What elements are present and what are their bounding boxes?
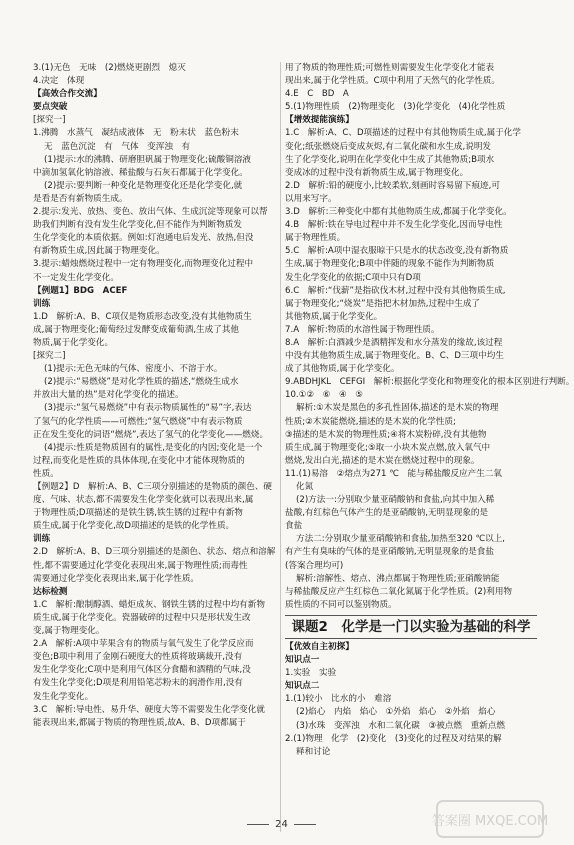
left-column-line: 过程,而变化是性质的具体体现,在变化中才能体现物质的 bbox=[33, 455, 245, 466]
left-column-line: (2)提示:要判断一种变化是物理变化还是化学变化,就 bbox=[44, 180, 243, 191]
left-column-line: 生化学变化的本质依据。例如:灯泡通电后发光、放热,但没 bbox=[33, 233, 254, 244]
left-column bbox=[33, 62, 276, 832]
right-column-line: 质性质的不同可以鉴别物质。 bbox=[285, 599, 397, 610]
left-column-line: 3.(1)无色 无味 (2)燃烧更剧烈 熄灭 bbox=[33, 63, 186, 73]
left-column-line: (1)提示:水的沸腾、研磨胆矾属于物理变化;硫酸铜溶液 bbox=[44, 154, 252, 165]
right-column-tail-line: (2)焰心 内焰 焰心 ①外焰 焰心 ②外焰 焰心 bbox=[296, 707, 496, 718]
left-column-line: 1.D 解析:A、B、C项仅是物质形态改变,没有其他物质生 bbox=[33, 311, 252, 322]
right-column-line: 盐酸,有红棕色气体产生的是亚硝酸钠,无明显现象的是 bbox=[285, 508, 489, 519]
left-column-line: 能表现出来,都属于物质的物理性质,故A、B、D项都属于 bbox=[33, 717, 246, 728]
left-column-line: 达标检测 bbox=[33, 586, 68, 597]
left-column-line: 质生成,属于化学变化。瓷器破碎的过程中只是形状发生改 bbox=[33, 612, 251, 623]
left-column-line: 训练 bbox=[33, 298, 51, 309]
left-column-line: 2.D 解析:A、B、D三项分别描述的是颜色、状态、熔点和溶解 bbox=[33, 547, 276, 558]
left-column-line: 要点突破 bbox=[33, 102, 68, 113]
right-column-tail-line: 知识点一 bbox=[285, 655, 320, 666]
left-column-line: 有新物质生成,因此属于物理变化。 bbox=[33, 246, 165, 257]
right-column-tail-line: 1.(1)较小 比水的小 难溶 bbox=[285, 694, 392, 705]
right-column-line: 属于物理性质。 bbox=[285, 233, 346, 244]
left-column-line: 是看是否有新物质生成。 bbox=[33, 193, 128, 204]
left-column-line: 发生化学变化。 bbox=[33, 691, 94, 702]
left-column-line: 了氢气的化学性质——可燃性;“氢气燃烧”中有表示物质 bbox=[33, 416, 243, 427]
left-column-line: 2.A 解析:A项中苹果含有的物质与氧气发生了化学反应而 bbox=[33, 639, 254, 650]
right-column-line: 化氮 bbox=[296, 482, 314, 492]
page-number-text: 24 bbox=[275, 819, 288, 830]
left-column-line: 无 蓝色沉淀 有 气体 变浑浊 有 bbox=[44, 141, 191, 152]
left-column-line: 中滴加氢氧化钠溶液、稀盐酸与石灰石都属于化学变化。 bbox=[33, 167, 248, 178]
right-column-line: 1.C 解析:A、C、D项描述的过程中有其他物质生成,属于化学 bbox=[285, 128, 521, 139]
left-column-line: 于物理性质;D项描述的是铁生锈,铁生锈的过程中有新物 bbox=[33, 508, 243, 519]
right-column-tail-line: 1.实验 实验 bbox=[285, 668, 337, 679]
left-column-line: 【例题1】BDG ACEF bbox=[33, 285, 128, 296]
right-column-line: 11.(1)易溶 ②熔点为271 ℃ 能与稀盐酸反应产生二氧 bbox=[285, 468, 503, 479]
right-column-line: 3.D 解析:三种变化中都有其他物质生成,都属于化学变化。 bbox=[285, 207, 512, 218]
right-column-line: 4.B 解析:铁在导电过程中并不发生化学变化,因而导电性 bbox=[285, 220, 503, 231]
left-column-line: 不一定发生化学变化。 bbox=[33, 272, 119, 283]
chapter-title: 课题2 化学是一门以实验为基础的科学 bbox=[285, 615, 537, 639]
right-column-line: 成了其他物质,属于化学变化。 bbox=[285, 364, 400, 375]
right-column-line: 食盐 bbox=[285, 521, 303, 532]
watermark-logo bbox=[431, 799, 549, 839]
left-column-line: 性质。 bbox=[33, 468, 59, 479]
left-column-line: 度、气味、状态,都不需要发生化学变化就可以表现出来,属 bbox=[33, 495, 254, 506]
right-column-line: 以用来写字。 bbox=[285, 193, 337, 204]
right-column-line: 7.A 解析:物质的水溶性属于物理性质。 bbox=[285, 324, 440, 335]
right-column-line: 2.D 解析:铅的硬度小,比较柔软,刻画时容易留下痕迹,可 bbox=[285, 180, 500, 191]
left-column-line: (1)提示:无色无味的气体、密度小、不溶于水。 bbox=[44, 364, 223, 375]
right-column-line: 5.(1)物理性质 (2)物理变化 (3)化学变化 (4)化学性质 bbox=[285, 102, 506, 113]
left-column-line: (2)提示:“易燃烧”是对化学性质的描述,“燃烧生成水 bbox=[44, 377, 239, 388]
right-column bbox=[285, 62, 574, 832]
right-column-line: 生了化学变化,说明在化学变化中生成了其他物质;B项水 bbox=[285, 154, 495, 165]
right-column-line: 8.A 解析:白酒减少是酒精挥发和水分蒸发的缘故,该过程 bbox=[285, 337, 503, 348]
right-column-line: 与稀盐酸反应产生红棕色二氧化氮属于化学性质。(2)利用物 bbox=[285, 586, 513, 597]
right-column-line: 质生成,属于物理变化;⑤取一小块木炭点燃,放入氧气中 bbox=[285, 442, 491, 453]
left-column-line: 有发生化学变化;D项是利用铅笔芯粉末的润滑作用,没有 bbox=[33, 678, 243, 689]
right-column-line: (答案合理均可) bbox=[285, 560, 344, 571]
right-column-line: 生成,属于物理变化;B项中伴随的现象不能作为判断物质 bbox=[285, 259, 495, 270]
left-column-line: 变,属于物理变化。 bbox=[33, 626, 105, 637]
right-column-line: 发生化学变化的依据;C项中只有D项 bbox=[285, 272, 421, 283]
right-column-line: 5.C 解析:A项中湿衣服晾干只是水的状态改变,没有新物质 bbox=[285, 246, 509, 257]
left-column-line: 1.沸腾 水蒸气 凝结成液体 无 粉末状 蓝色粉末 bbox=[33, 128, 239, 139]
left-column-line: 正在发生变化的词语“燃烧”,表达了氢气的化学变化——燃烧。 bbox=[33, 429, 269, 440]
right-column-tail-line: 【 优效自主初探 】 bbox=[285, 641, 537, 654]
left-column-line: 质生成,属于化学变化,故D项描述的是铁的化学性质。 bbox=[33, 521, 235, 532]
right-column-line: 其他物质,属于化学变化。 bbox=[285, 311, 383, 322]
right-column-line: 用了物质的物理性质;可燃性则需要发生化学变化才能表 bbox=[285, 63, 495, 73]
left-column-line: 3.提示:蜡烛燃烧过程中一定有物理变化,而物理变化过程中 bbox=[33, 259, 254, 270]
right-column-line: 【 增效提能演练 】 bbox=[285, 114, 537, 127]
left-column-line: 并放出大量的热”是对化学变化的描述。 bbox=[33, 390, 184, 401]
left-column-line: 发生化学变化;C项中是利用气体区分食醋和酒精的气味,没 bbox=[33, 665, 251, 676]
right-column-line: 属于物理变化;“烧炭”是指把木材加热,过程中生成了 bbox=[285, 298, 481, 309]
right-column-line: 中没有其他物质生成,属于物理变化。B、C、D三项中均生 bbox=[285, 351, 504, 362]
right-column-line: 变成冰的过程中没有新物质生成,属于物理变化。 bbox=[285, 167, 469, 178]
left-column-line: (3)提示:“氢气易燃烧”中有表示物质属性的“易”字,表达 bbox=[44, 403, 252, 414]
right-column-line: 6.C 解析:“伐薪”是指砍伐木材,过程中没有其他物质生成, bbox=[285, 285, 506, 296]
right-column-line: 解析:①木炭是黑色的多孔性固体,描述的是木炭的物理 bbox=[296, 403, 499, 414]
right-column-line: 现出来,属于化学性质。C项中利用了天然气的化学性质。 bbox=[285, 76, 500, 87]
column-divider bbox=[280, 62, 281, 832]
left-column-line: 需要通过化学变化表现出来,属于化学性质。 bbox=[33, 573, 200, 584]
left-column-line: 助我们判断有没有发生化学变化,但不能作为判断物质发 bbox=[33, 220, 242, 231]
left-column-line: (4)提示:性质是物质固有的属性,是变化的内因;变化是一个 bbox=[44, 442, 263, 453]
right-column-line: 解析:溶解性、熔点、沸点都属于物理性质;亚硝酸钠能 bbox=[296, 573, 500, 584]
right-column-line: ③描述的是木炭的物理性质;④将木炭粉碎,没有其他物 bbox=[285, 429, 487, 440]
left-column-line: 2.提示:发光、放热、变色、放出气体、生成沉淀等现象可以帮 bbox=[33, 207, 268, 218]
right-column-line: 变化;纸张燃烧后变成灰烬,有二氧化碳和水生成,说明发 bbox=[285, 141, 492, 152]
page-number-dash-right bbox=[294, 824, 316, 825]
watermark-text: 答案圈 MXQE.COM bbox=[431, 814, 549, 829]
left-column-line: 4.决定 体现 bbox=[33, 76, 85, 87]
page-number-dash-left bbox=[247, 824, 269, 825]
left-column-line: 变色;B项中利用了金刚石硬度大的性质将玻璃裁开,没有 bbox=[33, 652, 243, 663]
right-column-line: (2)方法一:分别取少量亚硝酸钠和食盐,向其中加入稀 bbox=[296, 495, 495, 506]
right-column-line: 方法二:分别取少量亚硝酸钠和食盐,加热至320 ℃以上, bbox=[296, 534, 506, 545]
left-column-line: 【 高效合作交流 】 bbox=[33, 88, 273, 101]
right-column-line: 10.①② ⑥ ④ ⑤ bbox=[285, 390, 363, 401]
right-column-line: 燃烧,发出白光,描述的是木炭在燃烧过程中的现象。 bbox=[285, 455, 480, 466]
left-column-line: 物质,属于化学变化。 bbox=[33, 337, 114, 348]
right-column-tail-line: 释和讨论 bbox=[296, 746, 331, 757]
left-column-line: 训练 bbox=[33, 534, 51, 545]
right-column-line: 性质;②木炭能燃烧,描述的是木炭的化学性质; bbox=[285, 416, 456, 427]
left-column-line: 3.C 解析:导电性、易升华、硬度大等不需要发生化学变化就 bbox=[33, 704, 265, 715]
right-column-tail-line: (3)水珠 变浑浊 水和二氧化碳 ③被点燃 重新点燃 bbox=[296, 720, 505, 731]
left-column-line: 成,属于物理变化;葡萄经过发酵变成葡萄酒,生成了其他 bbox=[33, 324, 240, 335]
right-column-line: 9.ABDHJKL CEFGI 解析:根据化学变化和物理变化的根本区别进行判断。 bbox=[285, 377, 574, 388]
right-column-tail-line: 知识点二 bbox=[285, 681, 320, 692]
left-column-line: 性,都不需要通过化学变化表现出来,属于物理性质;而毒性 bbox=[33, 560, 248, 571]
right-column-tail-line: 2.(1)物理 化学 (2)变化 (3)变化的过程及对结果的解 bbox=[285, 733, 502, 744]
left-column-line: 【例题2】D 解析:A、B、C三项分别描述的是物质的颜色、硬 bbox=[33, 482, 273, 492]
left-column-line: [探究二] bbox=[33, 351, 66, 362]
left-column-line: [探究一] bbox=[33, 115, 66, 126]
right-column-line: 有产生有臭味的气体的是亚硝酸钠,无明显现象的是食盐 bbox=[285, 547, 494, 558]
right-column-line: 4.E C BD A bbox=[285, 89, 349, 100]
left-column-line: 1.C 解析:酿制醇酒、蜡炬成灰、钢铁生锈的过程中均有新物 bbox=[33, 599, 265, 610]
